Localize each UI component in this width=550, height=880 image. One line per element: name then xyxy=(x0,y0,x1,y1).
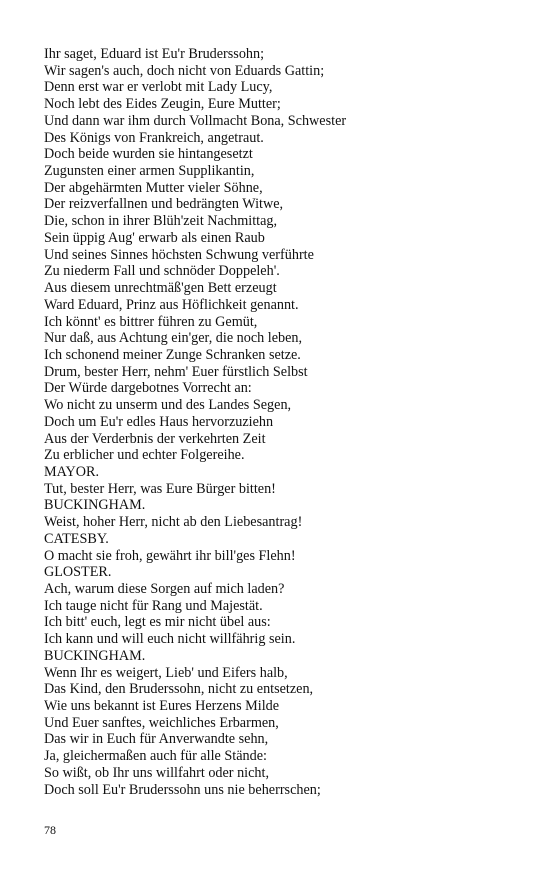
text-line: O macht sie froh, gewährt ihr bill'ges Flehn! xyxy=(44,547,296,564)
text-line: So wißt, ob Ihr uns willfahrt oder nicht, xyxy=(44,764,269,781)
text-line: BUCKINGHAM. xyxy=(44,647,146,664)
text-line: Ward Eduard, Prinz aus Höflichkeit genannt. xyxy=(44,296,299,313)
text-line: Ich tauge nicht für Rang und Majestät. xyxy=(44,597,263,614)
text-line: Weist, hoher Herr, nicht ab den Liebesantrag! xyxy=(44,514,303,531)
text-line: Ich könnt' es bittrer führen zu Gemüt, xyxy=(44,313,258,330)
text-line: Und Euer sanftes, weichliches Erbarmen, xyxy=(44,714,279,731)
text-line: Ihr saget, Eduard ist Eu'r Bruderssohn; xyxy=(44,46,265,62)
text-line: Und dann war ihm durch Vollmacht Bona, Schwester xyxy=(44,112,347,129)
text-line: Ja, gleichermaßen auch für alle Stände: xyxy=(44,748,267,765)
text-line: Doch beide wurden sie hintangesetzt xyxy=(44,146,253,163)
text-line: Drum, bester Herr, nehm' Euer fürstlich Selbst xyxy=(44,363,308,380)
text-line: Das wir in Euch für Anverwandte sehn, xyxy=(44,731,269,748)
text-line: Ich bitt' euch, legt es mir nicht übel aus: xyxy=(44,614,271,631)
text-line: Wo nicht zu unserm und des Landes Segen, xyxy=(44,397,292,414)
text-line: Wir sagen's auch, doch nicht von Eduards Gattin; xyxy=(44,62,325,79)
text-line: Wie uns bekannt ist Eures Herzens Milde xyxy=(44,698,280,715)
text-line: Zu niederm Fall und schnöder Doppeleh'. xyxy=(44,263,280,280)
text-line: Wenn Ihr es weigert, Lieb' und Eifers halb, xyxy=(44,664,288,681)
text-line: Der Würde dargebotnes Vorrecht an: xyxy=(44,380,252,397)
text-line: Zu erblicher und echter Folgereihe. xyxy=(44,447,245,464)
text-line: Ach, warum diese Sorgen auf mich laden? xyxy=(44,581,285,597)
text-line: BUCKINGHAM. xyxy=(44,497,146,514)
text-line: Und seines Sinnes höchsten Schwung verführte xyxy=(44,246,314,263)
text-line: Ich kann und will euch nicht willfährig sein. xyxy=(44,631,296,648)
text-body xyxy=(44,46,534,798)
text-line: Doch um Eu'r edles Haus hervorzuziehn xyxy=(44,413,274,430)
text-line: Zugunsten einer armen Supplikantin, xyxy=(44,163,255,180)
text-line: Tut, bester Herr, was Eure Bürger bitten! xyxy=(44,480,276,497)
text-line: Der reizverfallnen und bedrängten Witwe, xyxy=(44,196,284,213)
text-line: CATESBY. xyxy=(44,530,109,547)
text-line: MAYOR. xyxy=(44,463,100,480)
text-line: Denn erst war er verlobt mit Lady Lucy, xyxy=(44,79,273,96)
text-line: Nur daß, aus Achtung ein'ger, die noch leben, xyxy=(44,330,303,347)
text-line: Das Kind, den Bruderssohn, nicht zu entsetzen, xyxy=(44,681,314,698)
text-line: Die, schon in ihrer Blüh'zeit Nachmittag, xyxy=(44,213,278,230)
text-line: Des Königs von Frankreich, angetraut. xyxy=(44,129,264,146)
text-line: Noch lebt des Eides Zeugin, Eure Mutter; xyxy=(44,96,281,113)
page-number: 78 xyxy=(44,823,56,837)
text-line: Ich schonend meiner Zunge Schranken setze. xyxy=(44,346,301,363)
text-line: Aus diesem unrechtmäß'gen Bett erzeugt xyxy=(44,280,277,297)
text-line: Sein üppig Aug' erwarb als einen Raub xyxy=(44,229,265,246)
text-line: GLOSTER. xyxy=(44,564,112,581)
text-line: Doch soll Eu'r Bruderssohn uns nie beherrschen; xyxy=(44,781,321,798)
text-line: Der abgehärmten Mutter vieler Söhne, xyxy=(44,179,263,196)
text-line: Aus der Verderbnis der verkehrten Zeit xyxy=(44,430,266,447)
